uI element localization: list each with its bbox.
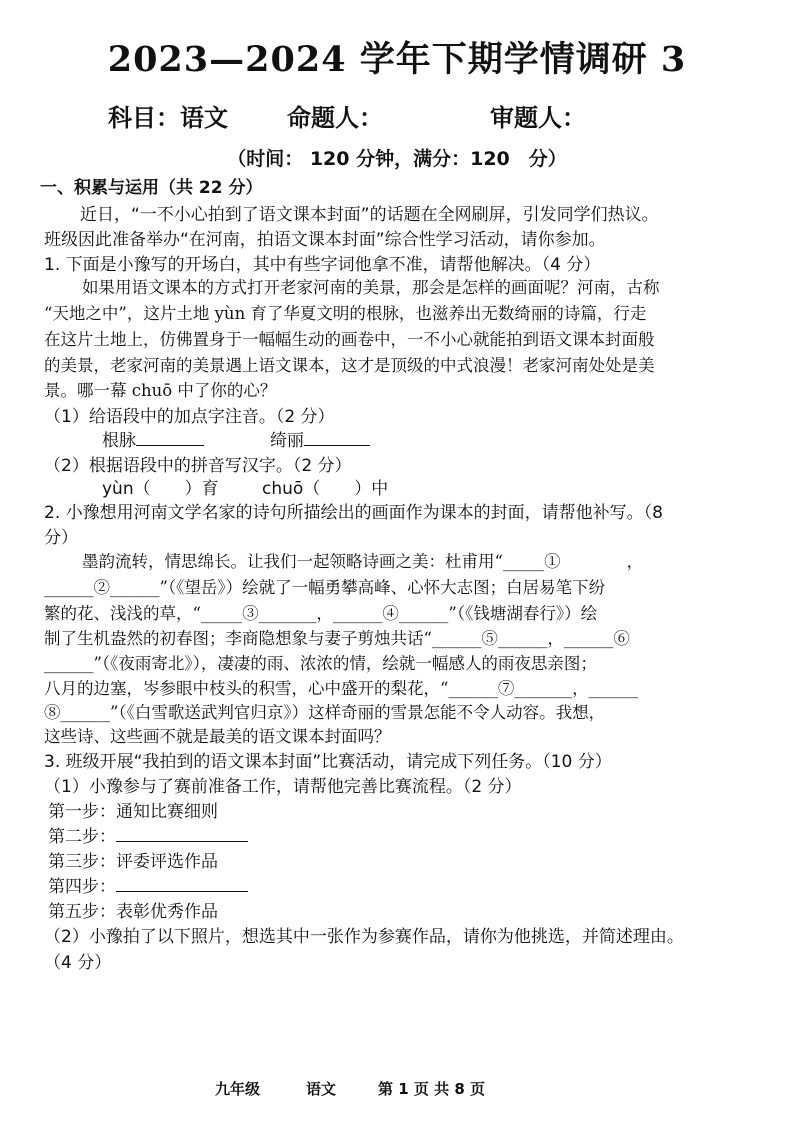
question-3-sub2: （2）小豫拍了以下照片，想选其中一张作为参赛作品，请你为他挑选，并简述理由。 [44, 927, 684, 947]
question-2-stem: 分） [44, 528, 78, 548]
reviewer-label: 审题人： [490, 104, 586, 132]
question-1-sub2: （2）根据语段中的拼音写汉字。（2 分） [44, 456, 352, 476]
answer-blank[interactable] [116, 827, 248, 842]
footer-page-number: 第 1 页 共 8 页 [378, 1080, 485, 1098]
passage-line: “天地之中”，这片土地 yùn 育了华夏文明的根脉，也滋养出无数绮丽的诗篇，行走 [44, 304, 647, 323]
pinyin-item-word: 根脉 [102, 431, 136, 451]
passage-line: 的美景，老家河南的美景遇上语文课本，这才是顶级的中式浪漫！老家河南处处是美 [44, 356, 655, 375]
question-2-stem: 2. 小豫想用河南文学名家的诗句所描绘出的画面作为课本的封面，请帮他补写。（8 [44, 503, 663, 523]
poem-line: ______”（《夜雨寄北》），凄凄的雨、浓浓的情，绘就一幅感人的雨夜思亲图； [44, 654, 597, 673]
intro-line: 班级因此准备举办“在河南，拍语文课本封面”综合性学习活动，请你参加。 [44, 230, 606, 250]
question-3-stem: 3. 班级开展“我拍到的语文课本封面”比赛活动，请完成下列任务。（10 分） [44, 752, 612, 772]
question-1-sub1: （1）给语段中的加点字注音。（2 分） [44, 407, 335, 427]
intro-line: 近日，“一不小心拍到了语文课本封面”的话题在全网刷屏，引发同学们热议。 [80, 205, 659, 225]
poem-line: 八月的边塞，岑参眼中枝头的积雪，心中盛开的梨花，“______⑦_______，______ [44, 679, 639, 698]
footer-grade: 九年级 [215, 1080, 261, 1098]
answer-blank[interactable] [304, 431, 370, 446]
poem-line: 墨韵流转，情思绵长。让我们一起领略诗画之美：杜甫用“_____① ， [82, 552, 644, 571]
question-3-sub1: （1）小豫参与了赛前准备工作，请帮他完善比赛流程。（2 分） [44, 777, 522, 797]
poem-line: 制了生机盎然的初春图；李商隐想象与妻子剪烛共话“______⑤______，______⑥ [44, 629, 630, 648]
passage-line: 景。哪一幕 chuō 中了你的心？ [44, 381, 277, 400]
pinyin-item [270, 426, 370, 451]
hanzi-item: yùn（ ）育 [102, 479, 219, 499]
poem-line: 繁的花、浅浅的草，“_____③_______，______④______”（《钱塘湖春行》）绘 [44, 604, 598, 623]
step-item: 第一步：通知比赛细则 [48, 802, 218, 822]
poem-line: 这些诗、这些画不就是最美的语文课本封面吗？ [44, 727, 391, 746]
passage-line: 在这片土地上，仿佛置身于一幅幅生动的画卷中，一不小心就能拍到语文课本封面般 [44, 330, 655, 349]
hanzi-item: chuō（ ）中 [262, 479, 389, 499]
step-item [48, 872, 248, 897]
pinyin-item [102, 426, 204, 451]
step-label: 第二步： [48, 827, 116, 847]
step-item: 第三步：评委评选作品 [48, 852, 218, 872]
subject-label: 科目：语文 [108, 104, 228, 132]
author-label: 命题人： [287, 104, 383, 132]
poem-line: ______②______”（《望岳》）绘就了一幅勇攀高峰、心怀大志图；白居易笔下纷 [44, 578, 606, 597]
footer-subject: 语文 [306, 1080, 337, 1098]
step-item [48, 822, 248, 847]
poem-line: ⑧______”（《白雪歌送武判官归京》）这样奇丽的雪景怎能不令人动容。我想， [44, 703, 606, 722]
question-1-stem: 1. 下面是小豫写的开场白，其中有些字词他拿不准，请帮他解决。（4 分） [44, 255, 601, 275]
answer-blank[interactable] [116, 877, 248, 892]
exam-time-score: （时间： 120 分钟，满分：120 分） [227, 148, 567, 170]
step-label: 第四步： [48, 877, 116, 897]
section-heading: 一、积累与运用（共 22 分） [40, 178, 263, 198]
step-item: 第五步：表彰优秀作品 [48, 902, 218, 922]
pinyin-item-word: 绮丽 [270, 431, 304, 451]
question-3-sub2: （4 分） [44, 953, 112, 973]
answer-blank[interactable] [136, 431, 204, 446]
passage-line: 如果用语文课本的方式打开老家河南的美景，那会是怎样的画面呢？河南，古称 [82, 278, 660, 297]
exam-title: 2023—2024 学年下期学情调研 3 [107, 39, 687, 80]
